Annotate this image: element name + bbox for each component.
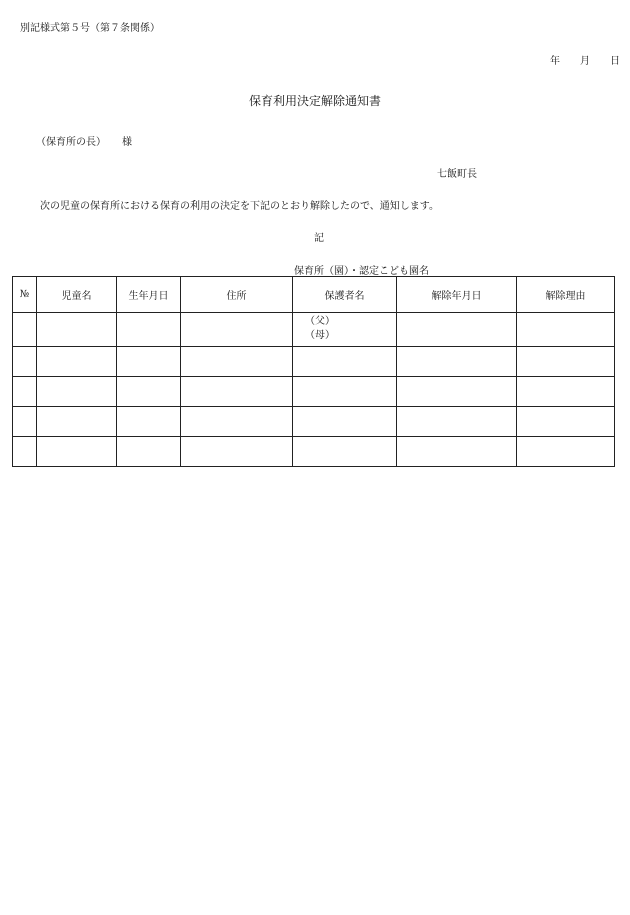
- cell-child-name: [37, 347, 117, 377]
- body-text: 次の児童の保育所における保育の利用の決定を下記のとおり解除したので、通知します。: [40, 201, 439, 212]
- cell-address: [181, 437, 293, 467]
- cell-birthdate: [117, 437, 181, 467]
- cell-birthdate: [117, 313, 181, 347]
- table-row: [13, 347, 615, 377]
- cell-child-name: [37, 437, 117, 467]
- facility-name-label: 保育所（園）・認定こども園名: [294, 266, 429, 277]
- column-header-birthdate: 生年月日: [117, 277, 181, 313]
- column-header-child-name: 児童名: [37, 277, 117, 313]
- issuer: 七飯町長: [437, 169, 477, 180]
- addressee-name: （保育所の長）: [36, 137, 106, 148]
- date-line: [550, 52, 620, 67]
- table-row: [13, 407, 615, 437]
- roster-table: [12, 276, 615, 467]
- cell-cancel-reason: [517, 407, 615, 437]
- cell-cancel-reason: [517, 437, 615, 467]
- guardian-father-label: （父）: [305, 316, 335, 327]
- column-header-cancel-reason: 解除理由: [517, 277, 615, 313]
- table-row: [13, 437, 615, 467]
- cell-guardian-name: [293, 377, 397, 407]
- cell-address: [181, 377, 293, 407]
- cell-cancel-date: [397, 347, 517, 377]
- cell-child-name: [37, 407, 117, 437]
- cell-cancel-reason: [517, 377, 615, 407]
- cell-address: [181, 347, 293, 377]
- cell-address: [181, 313, 293, 347]
- cell-address: [181, 407, 293, 437]
- cell-cancel-date: [397, 313, 517, 347]
- ki-marker: 記: [314, 233, 324, 244]
- cell-child-name: [37, 377, 117, 407]
- cell-child-name: [37, 313, 117, 347]
- column-header-address: 住所: [181, 277, 293, 313]
- table-header-row: [13, 277, 615, 313]
- cell-guardian-name: [293, 437, 397, 467]
- table-row: [13, 313, 615, 347]
- date-year-label: 年: [550, 56, 560, 67]
- cell-guardian-name: [293, 347, 397, 377]
- cell-cancel-reason: [517, 313, 615, 347]
- cell-cancel-date: [397, 407, 517, 437]
- cell-birthdate: [117, 347, 181, 377]
- date-day-label: 日: [610, 56, 620, 67]
- cell-no: [13, 377, 37, 407]
- column-header-cancel-date: 解除年月日: [397, 277, 517, 313]
- cell-guardian-name: [293, 313, 397, 347]
- table-row: [13, 377, 615, 407]
- guardian-mother-label: （母）: [305, 330, 335, 341]
- column-header-no: №: [13, 277, 37, 313]
- cell-cancel-reason: [517, 347, 615, 377]
- cell-no: [13, 313, 37, 347]
- cell-no: [13, 437, 37, 467]
- cell-cancel-date: [397, 437, 517, 467]
- column-header-guardian-name: 保護者名: [293, 277, 397, 313]
- cell-no: [13, 407, 37, 437]
- addressee: [36, 133, 132, 148]
- date-month-label: 月: [580, 56, 590, 67]
- cell-no: [13, 347, 37, 377]
- form-number: 別記様式第５号（第７条関係）: [20, 23, 160, 34]
- cell-cancel-date: [397, 377, 517, 407]
- document-title: 保育利用決定解除通知書: [248, 94, 381, 108]
- cell-guardian-name: [293, 407, 397, 437]
- addressee-honorific: 様: [122, 137, 132, 148]
- cell-birthdate: [117, 377, 181, 407]
- cell-birthdate: [117, 407, 181, 437]
